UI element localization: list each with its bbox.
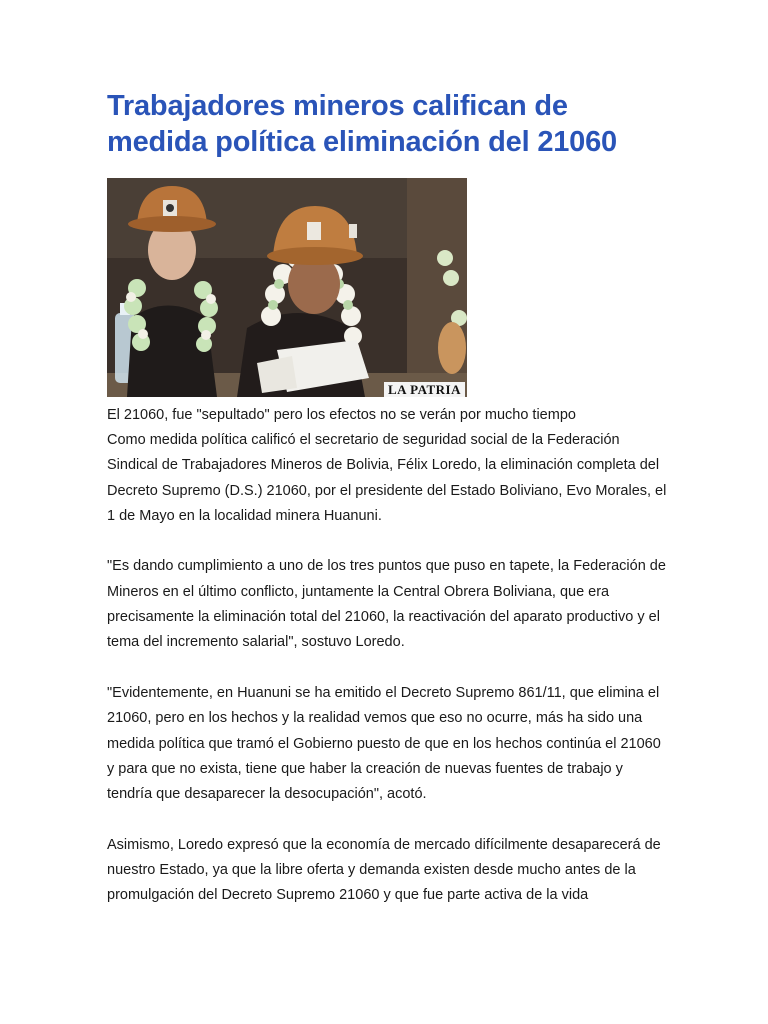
paragraph: Asimismo, Loredo expresó que la economía de mercado difícilmente desaparecerá de nuestro Estado, ya que la libre oferta y demanda existen desde mucho antes de la promulgación del Decreto Supremo 21060 y que fue parte activa de la vida xyxy=(107,836,661,904)
news-photo xyxy=(107,178,467,397)
paragraph: "Es dando cumplimiento a uno de los tres puntos que puso en tapete, la Federación de Mineros en el último conflicto, juntamente la Central Obrera Boliviana, que era precisamente la eliminación total del 21060, la reactivación del aparato productivo y el tema del incremento salarial", sostuvo Loredo. xyxy=(107,558,666,651)
paragraph: Como medida política calificó el secretario de seguridad social de la Federación Sindical de Trabajadores Mineros de Bolivia, Félix Loredo, la eliminación completa del Decreto Supremo (D.S.) 21060, por el presidente del Estado Boliviano, Evo Morales, el 1 de Mayo en la localidad minera Huanuni. xyxy=(107,432,667,524)
article xyxy=(107,88,667,909)
photo-illustration xyxy=(107,178,467,397)
article-title: Trabajadores mineros califican de medida política eliminación del 21060 xyxy=(107,90,617,158)
paragraph: "Evidentemente, en Huanuni se ha emitido el Decreto Supremo 861/11, que elimina el 21060, pero en los hechos y la realidad vemos que eso no ocurre, más ha sido una medida política que tramó el Gobierno puesto de que en los hechos continúa el 21060 y para que no exista, tiene que haber la creación de nuevas fuentes de trabajo y tendría que desaparecer la desocupación", acotó. xyxy=(107,684,661,803)
article-subtitle: El 21060, fue "sepultado" pero los efectos no se verán por mucho tiempo xyxy=(107,407,576,423)
photo-caption: LA PATRIA xyxy=(384,382,465,397)
